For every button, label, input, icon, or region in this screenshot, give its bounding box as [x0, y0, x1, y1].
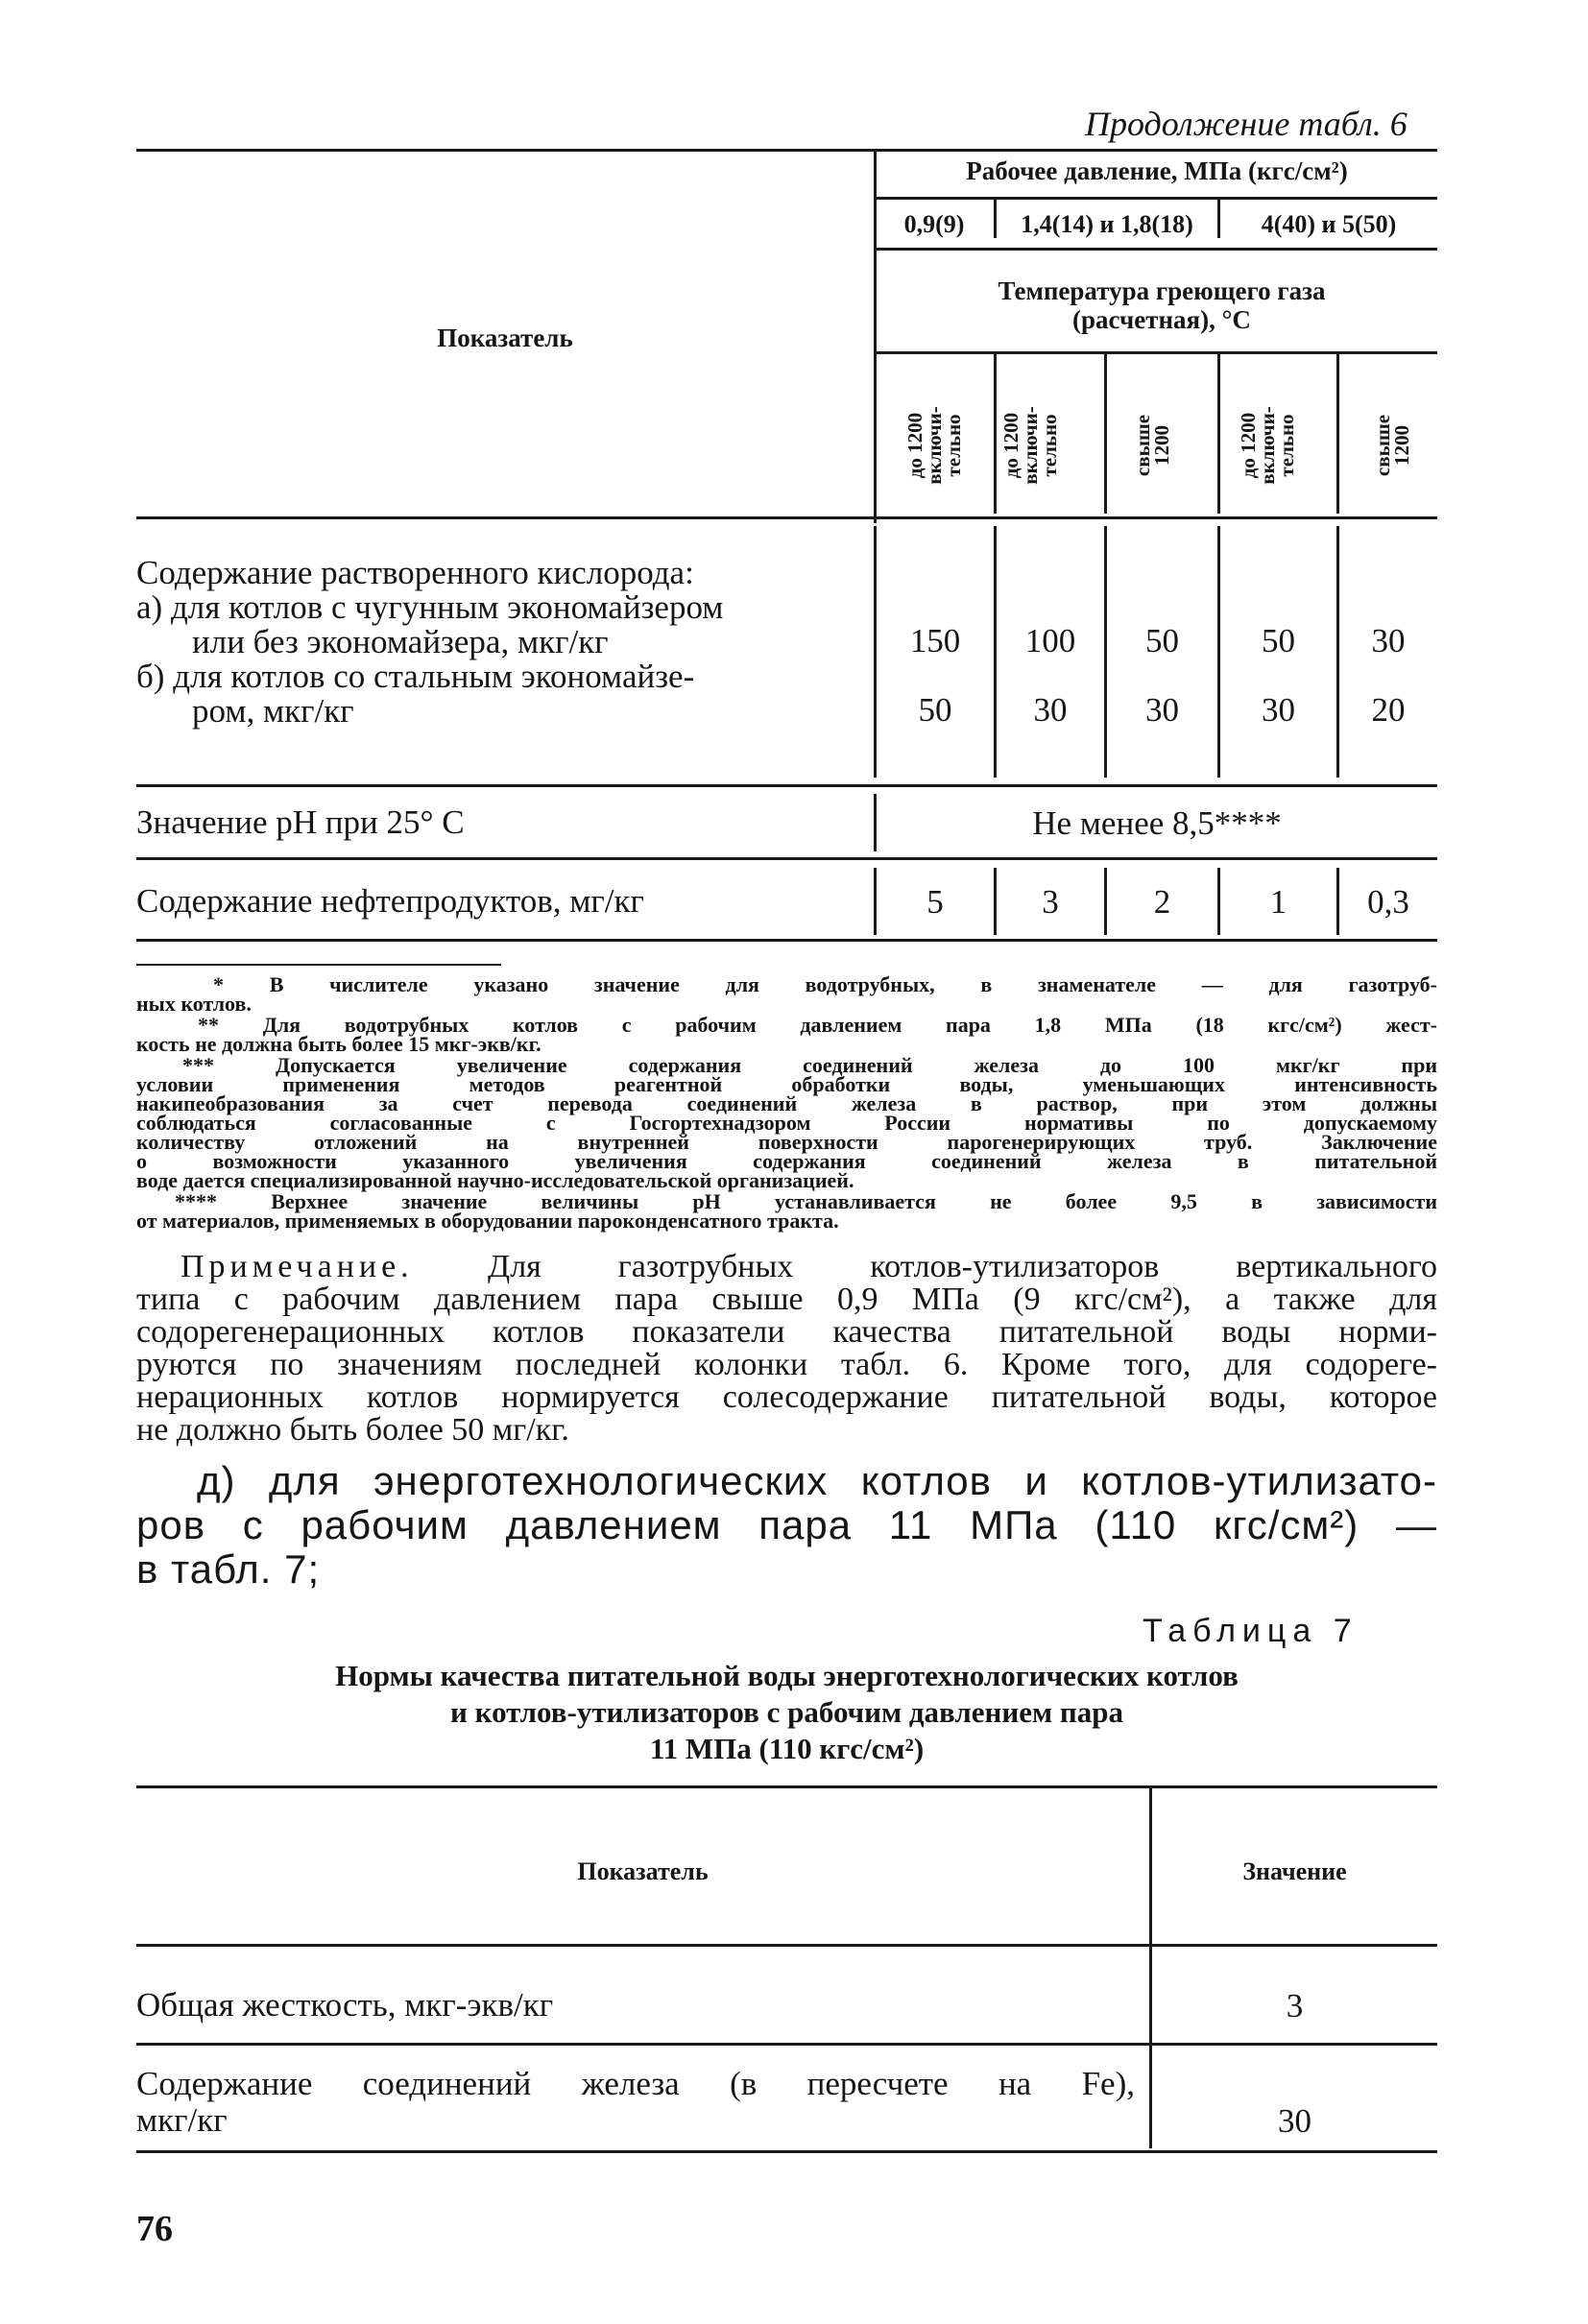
note-line-6: не должно быть более 50 мг/кг. — [136, 1412, 569, 1448]
footnote-separator — [136, 964, 501, 966]
table-7-row-2-value: 30 — [1278, 2102, 1311, 2140]
temp-col-3: свыше 1200 — [1131, 414, 1173, 477]
pressure-group-3: 4(40) и 5(50) — [1261, 210, 1397, 238]
oxygen-title: Содержание растворенного кислорода: — [136, 554, 694, 591]
table-7-row-2-label-line-1: Содержание соединений железа (в пересчете на Fe), — [136, 2065, 1135, 2102]
oxygen-line-b2: ром, мкг/кг — [192, 692, 354, 730]
oil-2: 3 — [1042, 883, 1059, 921]
footnote-3-line-2: условии применения методов реагентной обработки воды, уменьшающих интенсивность — [136, 1072, 1437, 1096]
footnote-1-line-2: ных котлов. — [136, 992, 252, 1016]
note-line-4: руются по значениям последней колонки табл. 6. Кроме того, для содореге- — [136, 1347, 1437, 1382]
oxygen-line-a1: а) для котлов с чугунным экономайзером — [136, 588, 724, 626]
table-7-label: Таблица 7 — [1143, 1613, 1359, 1649]
oxygen-b-3: 30 — [1145, 691, 1179, 729]
oxygen-line-a2: или без экономайзера, мкг/кг — [192, 623, 609, 660]
footnote-4-line-1: **** Верхнее значение величины pH устанавливается не более 9,5 в зависимости — [175, 1189, 1437, 1213]
oxygen-a-3: 50 — [1145, 622, 1179, 659]
temp-col-5: свыше 1200 — [1371, 414, 1413, 477]
footnote-4-line-2: от материалов, применяемых в оборудовании пароконденсатного тракта. — [136, 1209, 839, 1233]
ph-value: Не менее 8,5**** — [1032, 804, 1282, 842]
footnote-2-line-2: кость не должна быть более 15 мкг-экв/кг. — [136, 1032, 541, 1056]
table-7-row-2-label-line-2: мкг/кг — [136, 2101, 228, 2139]
oxygen-line-b1: б) для котлов со стальным экономайзе- — [136, 658, 695, 695]
oil-1: 5 — [926, 883, 944, 921]
note-line-2: типа с рабочим давлением пара свыше 0,9 МПа (9 кгс/см²), а также для — [136, 1282, 1437, 1317]
pressure-group-1: 0,9(9) — [903, 210, 965, 238]
table-7-title-line-2: и котлов-утилизаторов с рабочим давлением пара — [450, 1695, 1123, 1729]
footnote-3-line-3: накипеобразования за счет перевода соединений железа в раствор, при этом должны — [136, 1091, 1437, 1115]
pressure-group-2: 1,4(14) и 1,8(18) — [1021, 210, 1193, 238]
temperature-header: Температура греющего газа (расчетная), °С — [998, 276, 1326, 334]
oil-4: 1 — [1269, 883, 1287, 921]
oil-label: Содержание нефтепродуктов, мг/кг — [136, 882, 644, 920]
table-7-title-line-3: 11 МПа (110 кгс/см²) — [649, 1732, 925, 1765]
temp-col-1: до 1200 включи- тельно — [903, 406, 965, 485]
pressure-header: Рабочее давление, МПа (кгс/см²) — [966, 156, 1348, 185]
footnote-3-line-7: воде дается специализированной научно-исследовательской организацией. — [136, 1168, 854, 1192]
item-d-line-3: в табл. 7; — [136, 1546, 321, 1592]
oxygen-b-4: 30 — [1262, 691, 1295, 729]
item-d-line-1: д) для энерготехнологических котлов и котлов-утилизато- — [197, 1458, 1437, 1503]
note-line-3: содорегенерационных котлов показатели качества питательной воды норми- — [136, 1314, 1437, 1350]
note-line-1: Для газотрубных котлов-утилизаторов вертикального — [488, 1249, 1437, 1284]
oil-5: 0,3 — [1367, 883, 1409, 921]
oxygen-b-2: 30 — [1033, 691, 1068, 729]
temp-col-4: до 1200 включи- тельно — [1237, 406, 1298, 485]
footnote-3-line-6: о возможности указанного увеличения содержания соединений железа в питательной — [136, 1149, 1437, 1173]
footnote-3-line-5: количеству отложений на внутренней поверхности парогенерирующих труб. Заключение — [136, 1130, 1437, 1154]
table-7-col-pokazatel: Показатель — [577, 1857, 709, 1885]
oxygen-a-5: 30 — [1371, 622, 1406, 659]
table-7-col-value: Значение — [1242, 1857, 1347, 1885]
footnote-3-line-4: соблюдаться согласованные с Госгортехнадзором России нормативы по допускаемому — [136, 1111, 1437, 1135]
note-line-5: нерационных котлов нормируется солесодержание питательной воды, которое — [136, 1379, 1437, 1415]
oil-3: 2 — [1153, 883, 1171, 921]
oxygen-a-1: 150 — [909, 622, 961, 659]
continuation-caption: Продолжение табл. 6 — [1085, 105, 1408, 143]
temp-col-2: до 1200 включи- тельно — [999, 406, 1061, 485]
oxygen-a-4: 50 — [1262, 622, 1295, 659]
footnote-2-line-1: ** Для водотрубных котлов с рабочим давлением пара 1,8 МПа (18 кгс/см²) жест- — [198, 1013, 1437, 1037]
page-number: 76 — [136, 2209, 173, 2249]
table-7-title-line-1: Нормы качества питательной воды энерготехнологических котлов — [335, 1659, 1239, 1692]
footnote-1-line-1: * В числителе указано значение для водотрубных, в знаменателе — для газотруб- — [213, 972, 1437, 996]
table-7-row-1-label: Общая жесткость, мкг-экв/кг — [136, 1986, 554, 2024]
note-lead: Примечание. — [180, 1249, 414, 1284]
item-d-line-2: ров с рабочим давлением пара 11 МПа (110 кгс/см²) — — [136, 1502, 1437, 1547]
pokazatel-header: Показатель — [437, 323, 573, 352]
oxygen-b-1: 50 — [918, 691, 952, 729]
table-7-row-1-value: 3 — [1286, 1987, 1304, 2025]
oxygen-a-2: 100 — [1024, 622, 1076, 659]
oxygen-b-5: 20 — [1371, 691, 1406, 729]
footnote-3-line-1: *** Допускается увеличение содержания соединений железа до 100 мкг/кг при — [182, 1053, 1437, 1077]
ph-label: Значение pH при 25° С — [136, 803, 465, 841]
